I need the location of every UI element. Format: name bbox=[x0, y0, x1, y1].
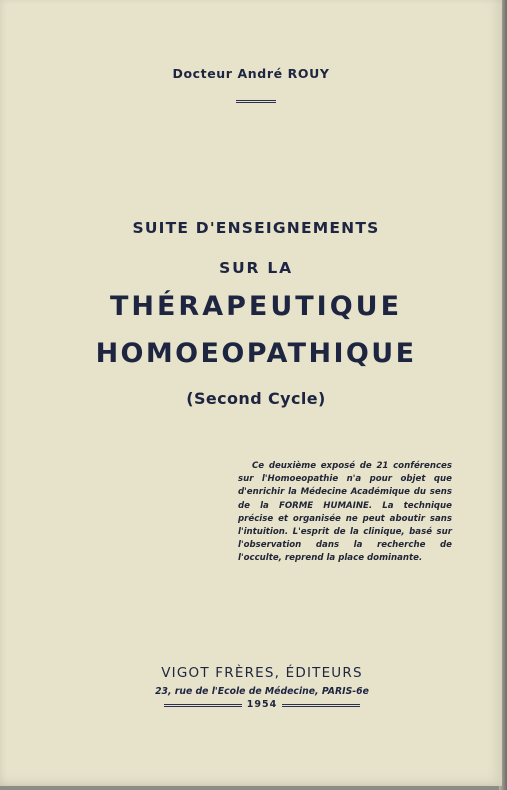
blurb-paragraph: Ce deuxième exposé de 21 conférences sur l'Homoeopathie n'a pour objet que d'enrichir la Médecine Académique du sens de la FORME HUMAINE. La technique précise et organisée ne peut aboutir sans l'intuition. L'esprit de la clinique, basé sur l'observation dans la recherche de l'occulte, reprend la place dominante. bbox=[238, 461, 452, 564]
publisher-address: 23, rue de l'Ecole de Médecine, PARIS-6e bbox=[155, 686, 369, 697]
title-line-1: SUITE D'ENSEIGNEMENTS bbox=[132, 219, 380, 237]
author-name: Docteur André ROUY bbox=[172, 66, 330, 81]
year-rule-left bbox=[164, 704, 242, 707]
author-divider bbox=[236, 100, 276, 103]
title-line-4: HOMOEOPATHIQUE bbox=[95, 338, 417, 369]
year-rule-right bbox=[282, 704, 360, 707]
year-row bbox=[164, 699, 360, 713]
subtitle: (Second Cycle) bbox=[186, 389, 326, 408]
title-line-3: THÉRAPEUTIQUE bbox=[109, 291, 403, 322]
publisher-name: VIGOT FRÈRES, ÉDITEURS bbox=[161, 665, 363, 681]
publication-year: 1954 bbox=[246, 699, 278, 710]
title-line-2: SUR LA bbox=[219, 259, 293, 277]
